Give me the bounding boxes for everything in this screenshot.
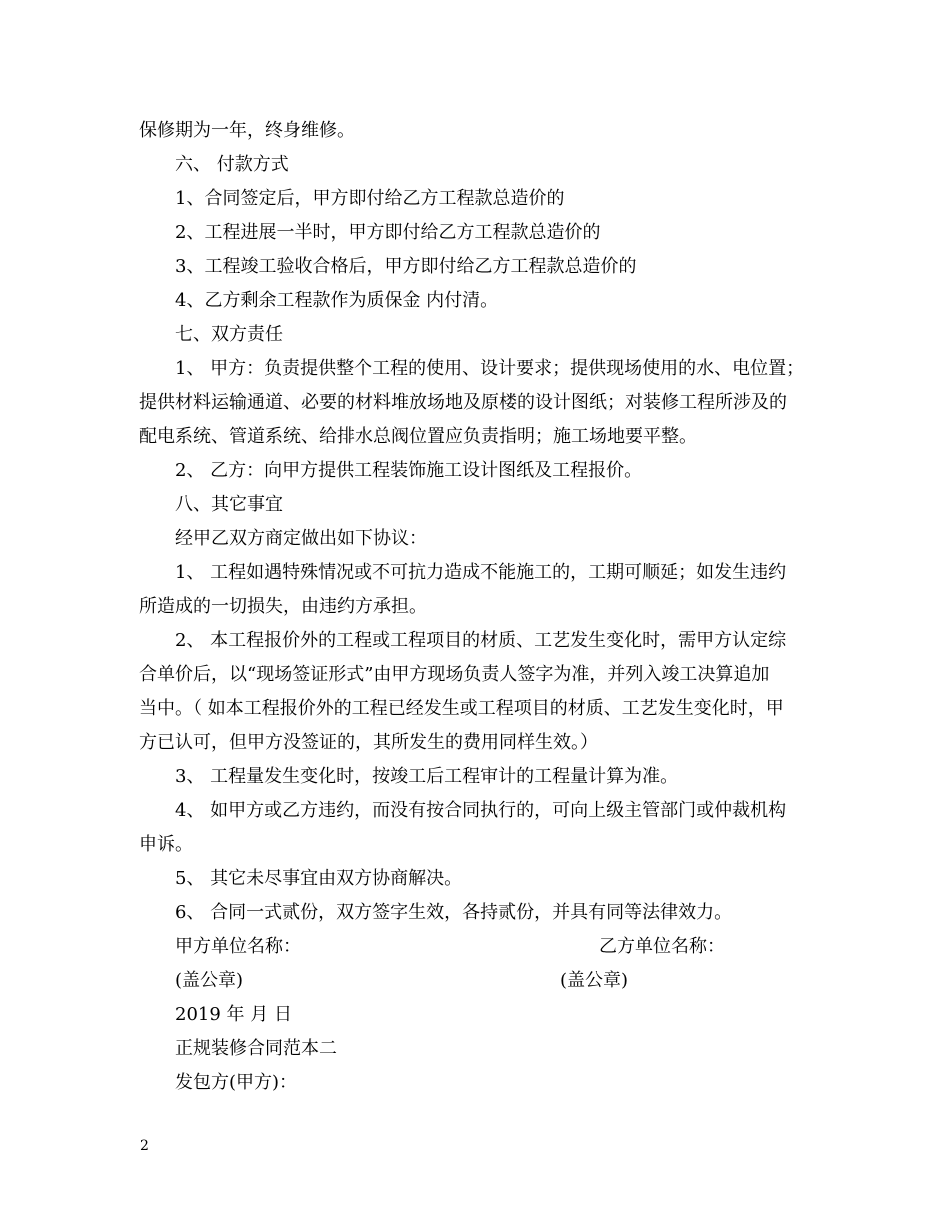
text-line: 2、工程进展一半时，甲方即付给乙方工程款总造价的 <box>175 222 601 243</box>
text-line: 六、 付款方式 <box>175 154 289 175</box>
text-line: 2、 乙方：向甲方提供工程装饰施工设计图纸及工程报价。 <box>175 460 643 481</box>
text-line: 保修期为一年，终身维修。 <box>139 120 355 141</box>
text-line: 所造成的一切损失，由违约方承担。 <box>139 596 427 617</box>
signature-name-row <box>139 930 819 964</box>
party-a-name-label: 甲方单位名称： <box>175 936 301 957</box>
text-line: 七、双方责任 <box>175 324 283 345</box>
document-body <box>139 114 819 1100</box>
text-line: 2、 本工程报价外的工程或工程项目的材质、工艺发生变化时，需甲方认定综 <box>175 630 787 651</box>
text-line: 4、乙方剩余工程款作为质保金 内付清。 <box>175 290 499 311</box>
date-line: 2019 年 月 日 <box>175 1004 292 1025</box>
party-b-seal-label: (盖公章) <box>560 970 629 991</box>
text-line: 当中。（ 如本工程报价外的工程已经发生或工程项目的材质、工艺发生变化时，甲 <box>139 698 784 719</box>
page-number: 2 <box>140 1138 149 1154</box>
text-line: 4、 如甲方或乙方违约，而没有按合同执行的，可向上级主管部门或仲裁机构 <box>175 800 787 821</box>
text-line: 经甲乙双方商定做出如下协议： <box>175 528 427 549</box>
text-line: 方已认可，但甲方没签证的，其所发生的费用同样生效。） <box>139 732 598 753</box>
text-line: 5、 其它未尽事宜由双方协商解决。 <box>175 868 463 889</box>
text-line: 申诉。 <box>139 834 193 855</box>
contract-text <box>139 114 819 930</box>
text-line: 3、 工程量发生变化时，按竣工后工程审计的工程量计算为准。 <box>175 766 679 787</box>
party-a-seal-label: (盖公章) <box>175 970 244 991</box>
text-line: 八、其它事宜 <box>175 494 283 515</box>
party-b-name-label: 乙方单位名称： <box>599 936 725 957</box>
text-line: 6、 合同一式贰份，双方签字生效，各持贰份，并具有同等法律效力。 <box>175 902 733 923</box>
text-line: 1、 工程如遇特殊情况或不可抗力造成不能施工的，工期可顺延；如发生违约 <box>175 562 787 583</box>
text-line: 1、合同签定后，甲方即付给乙方工程款总造价的 <box>175 188 565 209</box>
text-line: 合单价后，以“现场签证形式”由甲方现场负责人签字为准，并列入竣工决算追加 <box>139 664 770 685</box>
text-line: 提供材料运输通道、必要的材料堆放场地及原楼的设计图纸；对装修工程所涉及的 <box>139 392 787 413</box>
next-contract-title: 正规装修合同范本二 <box>175 1038 337 1059</box>
signature-seal-row <box>139 964 819 998</box>
text-line: 1、 甲方：负责提供整个工程的使用、设计要求；提供现场使用的水、电位置； <box>175 358 805 379</box>
employer-label: 发包方(甲方)： <box>175 1072 298 1093</box>
text-line: 3、工程竣工验收合格后，甲方即付给乙方工程款总造价的 <box>175 256 637 277</box>
text-line: 配电系统、管道系统、给排水总阀位置应负责指明；施工场地要平整。 <box>139 426 697 447</box>
